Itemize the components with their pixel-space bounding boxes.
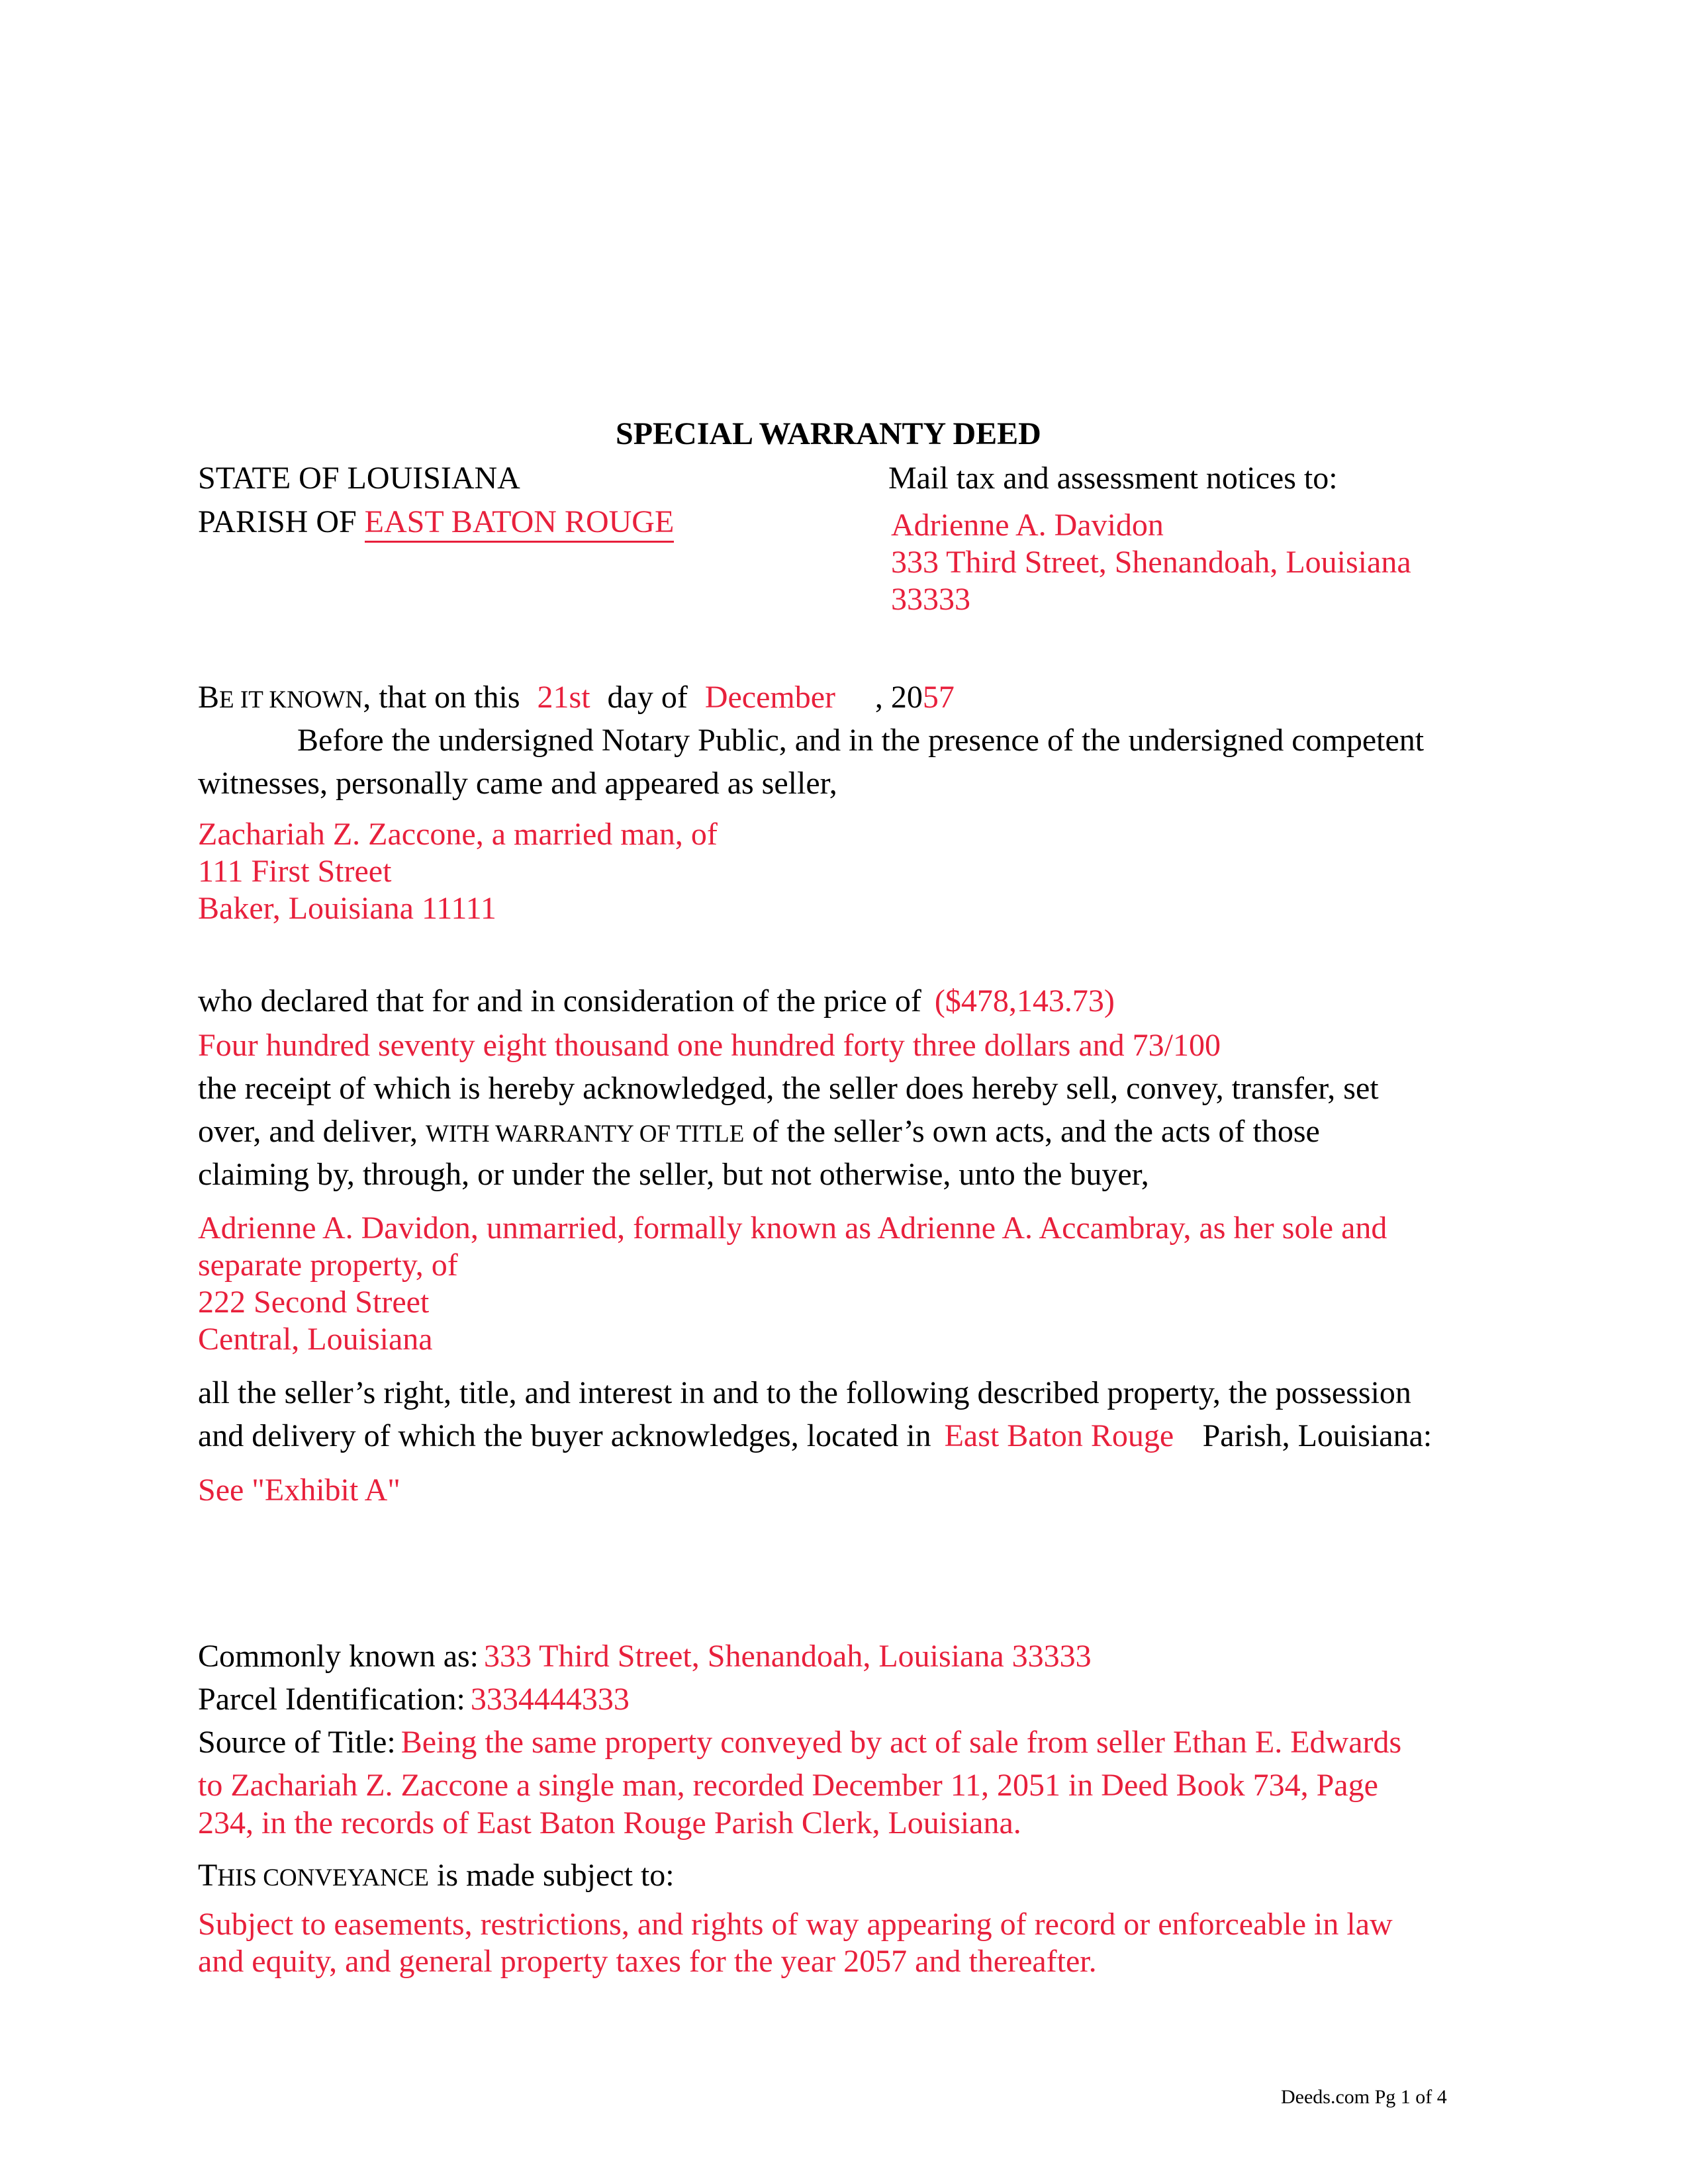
intro-paragraph-line-2: witnesses, personally came and appeared as seller, <box>198 766 837 801</box>
parish-line <box>198 504 674 540</box>
intro-text-1: , that on this <box>363 680 520 715</box>
known-as-line <box>198 1638 1092 1674</box>
buyer-property-type-field[interactable]: separate property, of <box>198 1248 458 1283</box>
property-line-1: all the seller’s right, title, and interest in and to the following described property, the possession <box>198 1375 1411 1410</box>
be-it-known-rest: E IT KNOWN <box>219 686 363 713</box>
mail-address-field[interactable]: 333 Third Street, Shenandoah, Louisiana <box>891 545 1411 580</box>
parish-label: PARISH OF <box>198 504 357 539</box>
consideration-text: who declared that for and in consideration of the price of <box>198 983 921 1019</box>
seller-street-field[interactable]: 111 First Street <box>198 854 392 889</box>
known-as-field[interactable]: 333 Third Street, Shenandoah, Louisiana 33333 <box>484 1639 1092 1674</box>
intro-text-2: day of <box>607 680 688 715</box>
known-as-label: Commonly known as: <box>198 1639 479 1674</box>
warranty-of-title-text: WITH WARRANTY OF TITLE <box>426 1120 745 1148</box>
parcel-label: Parcel Identification: <box>198 1682 465 1717</box>
source-line-1 <box>198 1724 1401 1760</box>
property-line-2-b: Parish, Louisiana: <box>1202 1418 1432 1453</box>
document-title: SPECIAL WARRANTY DEED <box>616 416 1041 451</box>
conveyance-line-3: claiming by, through, or under the seller, but not otherwise, unto the buyer, <box>198 1157 1149 1192</box>
state-label: STATE OF LOUISIANA <box>198 461 520 496</box>
source-label: Source of Title: <box>198 1725 396 1760</box>
intro-paragraph-line-1: Before the undersigned Notary Public, and in the presence of the undersigned competent <box>297 723 1425 758</box>
property-parish-field[interactable]: East Baton Rouge <box>944 1418 1174 1453</box>
exhibit-field[interactable]: See "Exhibit A" <box>198 1473 400 1508</box>
mail-name-field[interactable]: Adrienne A. Davidon <box>891 508 1164 543</box>
be-it-known-line <box>198 679 955 715</box>
mail-notices-label: Mail tax and assessment notices to: <box>888 461 1338 496</box>
consideration-line <box>198 983 1115 1019</box>
source-field-line-3[interactable]: 234, in the records of East Baton Rouge Parish Clerk, Louisiana. <box>198 1805 1021 1841</box>
buyer-name-field[interactable]: Adrienne A. Davidon, unmarried, formally known as Adrienne A. Accambray, as her sole and <box>198 1210 1387 1246</box>
parcel-line <box>198 1681 630 1717</box>
conveyance-line-2 <box>198 1113 1320 1150</box>
subject-to-field-line-2[interactable]: and equity, and general property taxes for the year 2057 and thereafter. <box>198 1944 1097 1979</box>
this-conveyance-line <box>198 1857 675 1893</box>
intro-text-3: , 20 <box>874 680 923 715</box>
subject-to-field-line-1[interactable]: Subject to easements, restrictions, and rights of way appearing of record or enforceable in law <box>198 1907 1393 1942</box>
page-footer: Deeds.com Pg 1 of 4 <box>1281 2086 1447 2108</box>
be-it-known-first: B <box>198 680 220 715</box>
price-words-field[interactable]: Four hundred seventy eight thousand one hundred forty three dollars and 73/100 <box>198 1028 1221 1063</box>
buyer-city-field[interactable]: Central, Louisiana <box>198 1322 433 1357</box>
seller-city-field[interactable]: Baker, Louisiana 11111 <box>198 891 496 926</box>
this-conveyance-rest: HIS CONVEYANCE <box>217 1864 429 1891</box>
year-field[interactable]: 57 <box>922 680 955 715</box>
price-amount-field[interactable]: ($478,143.73) <box>934 983 1115 1019</box>
day-field[interactable]: 21st <box>537 680 590 715</box>
parcel-field[interactable]: 3334444333 <box>470 1682 630 1717</box>
month-field[interactable]: December <box>704 680 836 715</box>
subject-to-text: is made subject to: <box>436 1858 675 1893</box>
parish-field[interactable]: EAST BATON ROUGE <box>365 504 675 543</box>
source-field-line-2[interactable]: to Zachariah Z. Zaccone a single man, recorded December 11, 2051 in Deed Book 734, Page <box>198 1768 1378 1803</box>
seller-name-field[interactable]: Zachariah Z. Zaccone, a married man, of <box>198 817 718 852</box>
property-line-2-a: and delivery of which the buyer acknowledges, located in <box>198 1418 931 1453</box>
conveyance-line-1: the receipt of which is hereby acknowledged, the seller does hereby sell, convey, transfer, set <box>198 1071 1379 1106</box>
conveyance-line-2-b: of the seller’s own acts, and the acts of those <box>752 1114 1320 1149</box>
buyer-street-field[interactable]: 222 Second Street <box>198 1285 430 1320</box>
mail-zip-field[interactable]: 33333 <box>891 582 970 617</box>
conveyance-line-2-a: over, and deliver, <box>198 1114 418 1149</box>
source-field-line-1[interactable]: Being the same property conveyed by act of sale from seller Ethan E. Edwards <box>400 1725 1402 1760</box>
this-conveyance-first: T <box>198 1858 218 1893</box>
property-line-2 <box>198 1418 1432 1454</box>
